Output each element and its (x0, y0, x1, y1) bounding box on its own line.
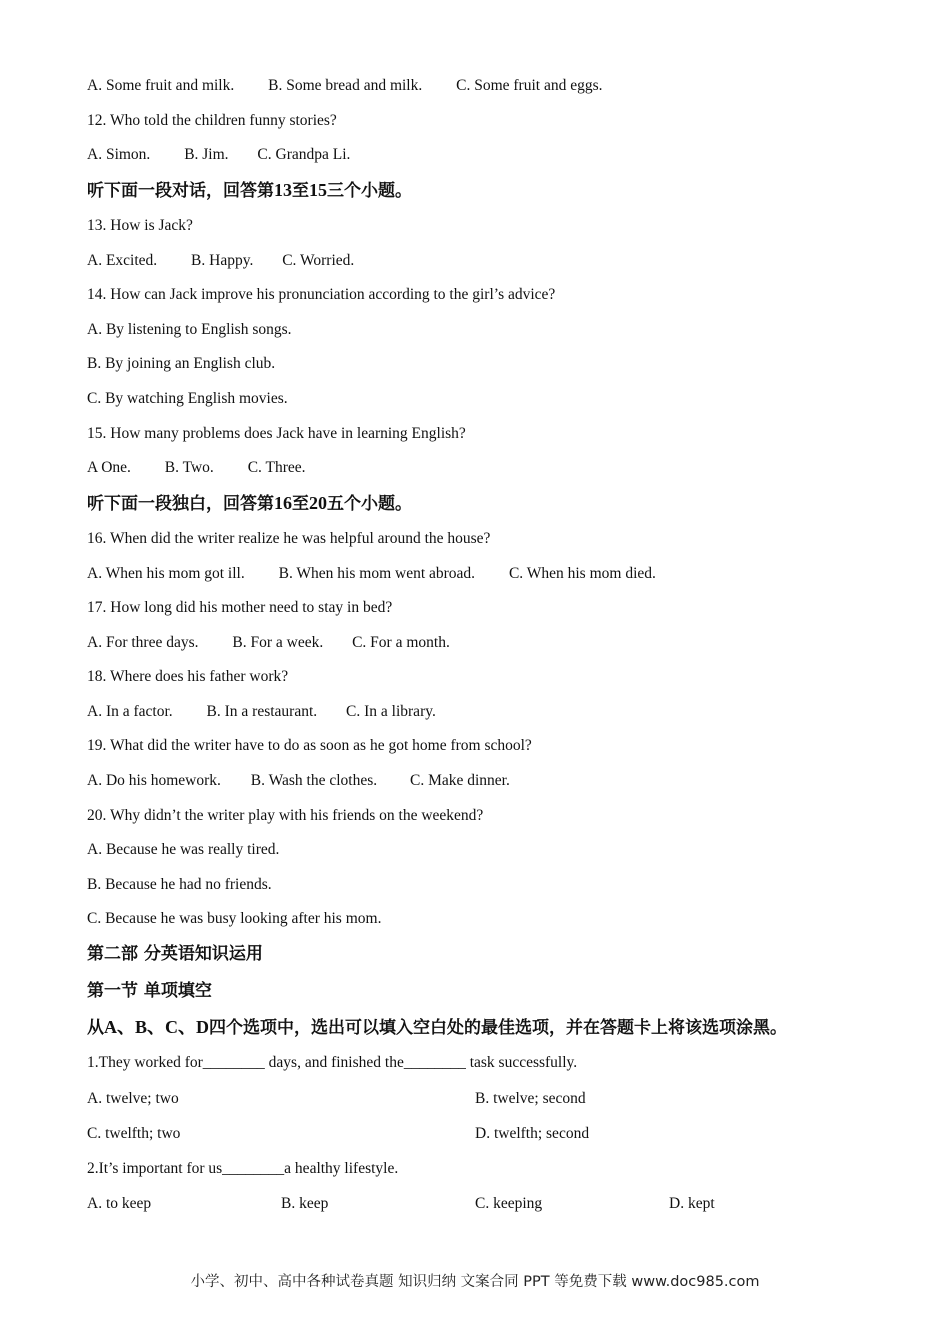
heading-text: 五个小题。 (327, 494, 412, 514)
q16-options (87, 564, 656, 584)
q20-option-a: A. Because he was really tired. (87, 841, 280, 858)
g2-options (87, 1194, 887, 1214)
page-footer: 小学、初中、高中各种试卷真题 知识归纳 文案合同 PPT 等免费下载 www.doc985.com (190, 1274, 760, 1290)
option-a: A. twelve; two (87, 1090, 179, 1107)
q15-options (87, 458, 306, 478)
instructions (87, 1017, 787, 1038)
option-a: A. When his mom got ill. (87, 565, 245, 582)
question-12: 12. Who told the children funny stories? (87, 112, 337, 129)
grammar-question-2: 2.It’s important for us________a healthy lifestyle. (87, 1160, 399, 1177)
option-a: A. Some fruit and milk. (87, 77, 235, 94)
option-a: A. In a factor. (87, 703, 173, 720)
question-14: 14. How can Jack improve his pronunciation according to the girl’s advice? (87, 286, 556, 303)
option-c: C. Worried. (282, 252, 355, 269)
option-b: B. Jim. (184, 146, 229, 163)
option-b: B. In a restaurant. (206, 703, 318, 720)
option-c: C. Three. (247, 459, 306, 476)
q11-options (87, 76, 603, 96)
instructions-text: 四个选项中，选出可以填入空白处的最佳选项，并在答题卡上将该选项涂黑。 (209, 1018, 788, 1038)
heading-text: 听下面一段独白，回答第 (87, 494, 274, 514)
option-c: C. twelfth; two (87, 1125, 181, 1142)
heading-text: 至 (292, 494, 309, 514)
option-a: A. Simon. (87, 146, 151, 163)
q20-option-b: B. Because he had no friends. (87, 876, 272, 893)
option-b: B. twelve; second (475, 1090, 586, 1107)
heading-number: 15 (309, 180, 327, 200)
question-19: 19. What did the writer have to do as soon as he got home from school? (87, 737, 532, 754)
heading-text: 听下面一段对话，回答第 (87, 181, 274, 201)
option-b: B. Some bread and milk. (268, 77, 423, 94)
grammar-question-1: 1.They worked for________ days, and finished the________ task successfully. (87, 1054, 578, 1071)
option-b: B. When his mom went abroad. (278, 565, 476, 582)
question-20: 20. Why didn’t the writer play with his friends on the weekend? (87, 807, 484, 824)
instructions-text: 从 (87, 1018, 104, 1038)
section-heading-monologue (87, 493, 412, 514)
option-c: C. For a month. (352, 634, 450, 651)
option-d: D. twelfth; second (475, 1125, 590, 1142)
q20-option-c: C. Because he was busy looking after his mom. (87, 910, 382, 927)
question-18: 18. Where does his father work? (87, 668, 289, 685)
question-13: 13. How is Jack? (87, 217, 193, 234)
q14-option-b: B. By joining an English club. (87, 355, 276, 372)
heading-number: 16 (274, 493, 292, 513)
option-c: C. When his mom died. (508, 565, 656, 582)
option-b: B. keep (281, 1195, 329, 1212)
part-heading: 第二部 分英语知识运用 (87, 944, 263, 964)
q14-option-c: C. By watching English movies. (87, 390, 288, 407)
instructions-letters: A、B、C、D (104, 1017, 210, 1037)
q12-options (87, 145, 350, 165)
option-c: C. keeping (475, 1195, 543, 1212)
option-c: C. Some fruit and eggs. (456, 77, 603, 94)
option-c: C. Make dinner. (409, 772, 510, 789)
heading-text: 三个小题。 (327, 181, 412, 201)
option-a: A. For three days. (87, 634, 199, 651)
option-c: C. Grandpa Li. (257, 146, 351, 163)
option-a: A. to keep (87, 1195, 152, 1212)
q14-option-a: A. By listening to English songs. (87, 321, 292, 338)
option-a: A. Excited. (87, 252, 158, 269)
question-16: 16. When did the writer realize he was helpful around the house? (87, 530, 491, 547)
option-b: B. Wash the clothes. (250, 772, 378, 789)
section-heading: 第一节 单项填空 (87, 981, 212, 1001)
question-15: 15. How many problems does Jack have in learning English? (87, 425, 466, 442)
option-b: B. Two. (164, 459, 214, 476)
heading-number: 20 (309, 493, 327, 513)
g1-options-row2 (87, 1124, 887, 1144)
q18-options (87, 702, 436, 722)
option-a: A. Do his homework. (87, 772, 221, 789)
heading-number: 13 (274, 180, 292, 200)
option-a: A One. (87, 459, 131, 476)
q17-options (87, 633, 450, 653)
option-d: D. kept (669, 1195, 715, 1212)
q19-options (87, 771, 510, 791)
g1-options-row1 (87, 1089, 887, 1109)
option-c: C. In a library. (346, 703, 436, 720)
question-17: 17. How long did his mother need to stay in bed? (87, 599, 393, 616)
heading-text: 至 (292, 181, 309, 201)
q13-options (87, 251, 354, 271)
option-b: B. For a week. (232, 634, 324, 651)
option-b: B. Happy. (191, 252, 254, 269)
section-heading-dialog (87, 180, 412, 201)
